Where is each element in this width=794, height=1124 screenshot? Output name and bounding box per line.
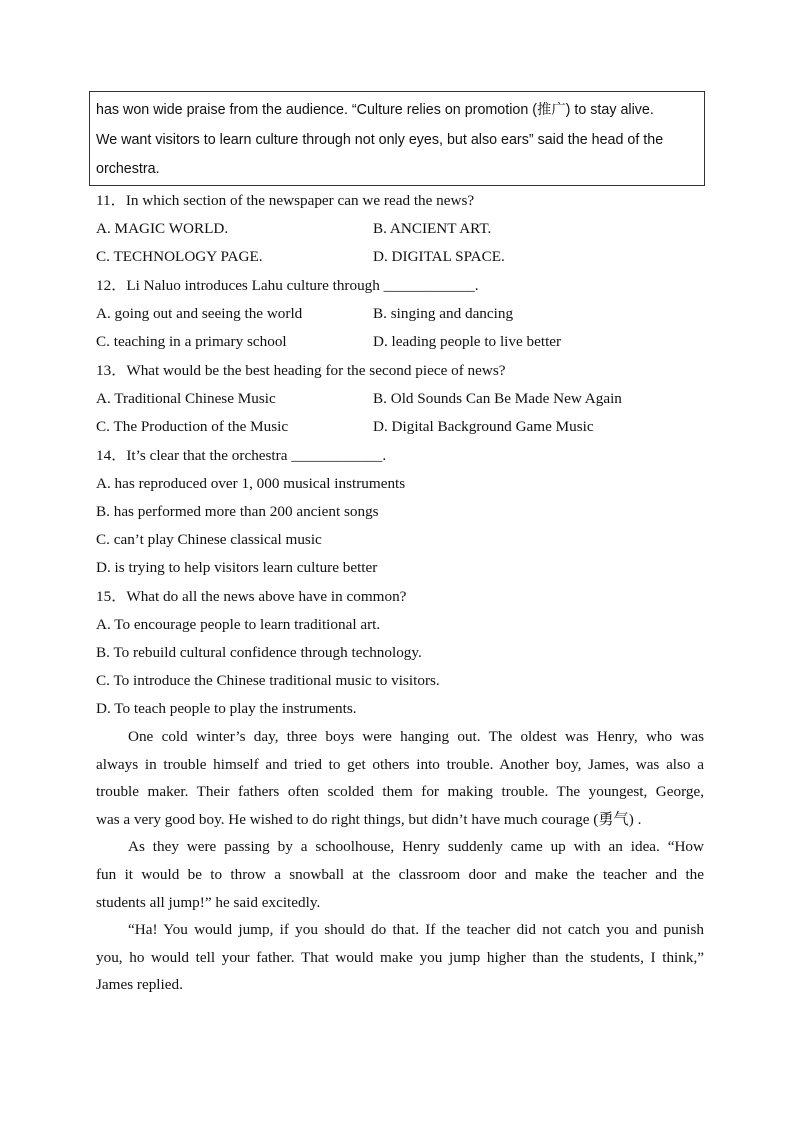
story-paragraph bbox=[96, 723, 704, 833]
story-line: “Ha! You would jump, if you should do that. If the teacher did not catch you and punish bbox=[128, 921, 704, 939]
option-b: B. has performed more than 200 ancient songs bbox=[96, 503, 379, 520]
option-c: C. teaching in a primary school bbox=[96, 333, 287, 350]
options-row bbox=[96, 215, 704, 243]
option-c: C. To introduce the Chinese traditional music to visitors. bbox=[96, 672, 440, 689]
option-c: C. The Production of the Music bbox=[96, 418, 289, 435]
passage-line: orchestra. bbox=[96, 161, 160, 177]
passage-line: We want visitors to learn culture through not only eyes, but also ears” said the head of the bbox=[96, 131, 664, 148]
question-number: 12． bbox=[96, 277, 127, 294]
option-a: A. MAGIC WORLD. bbox=[96, 220, 229, 237]
options-row bbox=[96, 385, 704, 413]
option-d: D. Digital Background Game Music bbox=[373, 418, 594, 435]
option-d: D. is trying to help visitors learn culture better bbox=[96, 559, 378, 576]
question-15 bbox=[96, 582, 704, 611]
question-text: In which section of the newspaper can we read the news? bbox=[125, 192, 475, 209]
options-row bbox=[96, 300, 704, 328]
reading-passage bbox=[96, 723, 704, 999]
questions-and-story bbox=[96, 186, 704, 999]
question-number: 15． bbox=[96, 588, 127, 605]
question-number: 14． bbox=[96, 447, 127, 464]
options-row bbox=[96, 413, 704, 441]
story-paragraph bbox=[96, 833, 704, 916]
question-text: Li Naluo introduces Lahu culture through ____________. bbox=[126, 277, 479, 294]
story-line: trouble maker. Their fathers often scolded them for making trouble. The youngest, George, bbox=[96, 783, 704, 801]
option-c: C. TECHNOLOGY PAGE. bbox=[96, 248, 263, 265]
option-b: B. To rebuild cultural confidence through technology. bbox=[96, 644, 422, 661]
option-d: D. DIGITAL SPACE. bbox=[373, 248, 505, 265]
story-line: always in trouble himself and tried to get others into trouble. Another boy, James, was also a bbox=[96, 755, 704, 773]
option-d: D. To teach people to play the instruments. bbox=[96, 700, 357, 717]
option-d: D. leading people to live better bbox=[373, 333, 562, 350]
question-13 bbox=[96, 356, 704, 385]
story-line: fun it would be to throw a snowball at the classroom door and make the teacher and the bbox=[96, 865, 704, 883]
question-text: What do all the news above have in common? bbox=[126, 588, 407, 605]
option-b: B. ANCIENT ART. bbox=[373, 220, 492, 237]
option-a: A. Traditional Chinese Music bbox=[96, 390, 276, 407]
question-14 bbox=[96, 441, 704, 470]
passage-box bbox=[89, 91, 705, 186]
story-paragraph bbox=[96, 916, 704, 999]
story-line: One cold winter’s day, three boys were hanging out. The oldest was Henry, who was bbox=[128, 728, 704, 745]
option-a: A. going out and seeing the world bbox=[96, 305, 303, 322]
question-12 bbox=[96, 271, 704, 300]
question-text: It’s clear that the orchestra ____________. bbox=[126, 447, 387, 464]
story-line: was a very good boy. He wished to do right things, but didn’t have much courage (勇气) . bbox=[96, 810, 642, 828]
question-11 bbox=[96, 186, 704, 215]
option-a: A. has reproduced over 1, 000 musical instruments bbox=[96, 475, 406, 492]
story-line: students all jump!” he said excitedly. bbox=[96, 893, 321, 911]
question-text: What would be the best heading for the second piece of news? bbox=[126, 362, 506, 379]
story-line: As they were passing by a schoolhouse, Henry suddenly came up with an idea. “How bbox=[128, 838, 704, 856]
options-row bbox=[96, 243, 704, 271]
story-line: James replied. bbox=[96, 976, 183, 994]
passage-line: has won wide praise from the audience. “Culture relies on promotion (推广) to stay alive. bbox=[96, 102, 654, 118]
question-number: 11． bbox=[96, 192, 126, 209]
question-number: 13． bbox=[96, 362, 127, 379]
option-b: B. singing and dancing bbox=[373, 305, 514, 322]
story-line: you, ho would tell your father. That would make you jump higher than the students, I think,” bbox=[96, 948, 704, 966]
options-row bbox=[96, 328, 704, 356]
option-a: A. To encourage people to learn traditional art. bbox=[96, 616, 381, 633]
option-b: B. Old Sounds Can Be Made New Again bbox=[373, 390, 622, 407]
option-c: C. can’t play Chinese classical music bbox=[96, 531, 322, 548]
